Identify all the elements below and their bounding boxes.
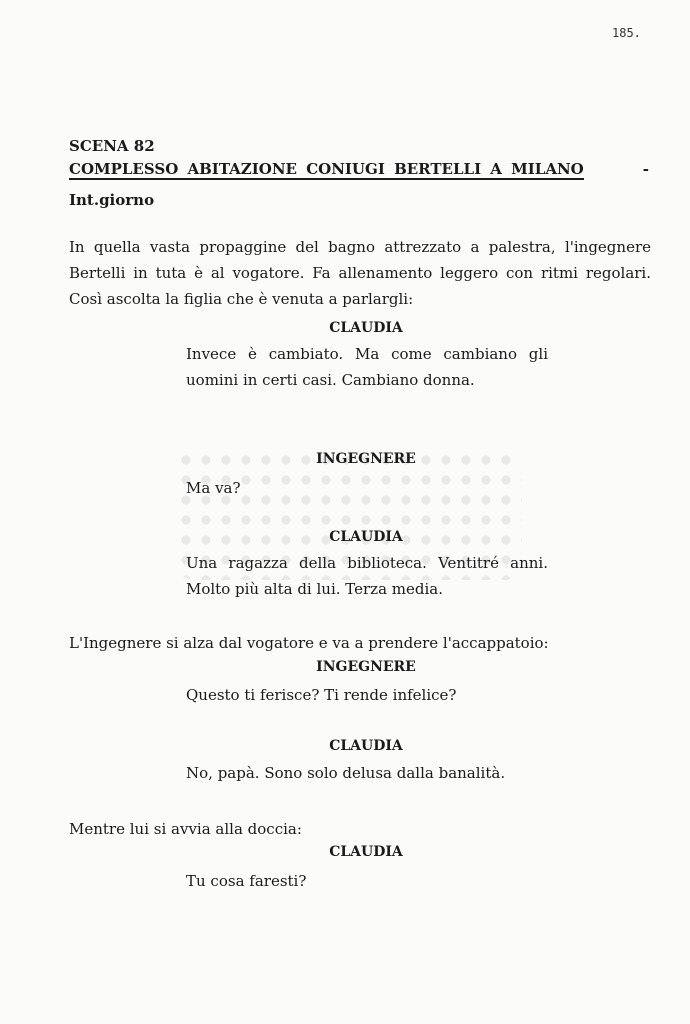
dialogue-line: Ma va? [186,479,241,497]
scene-location [69,160,649,180]
dialogue-line: Tu cosa faresti? [186,872,307,890]
action-paragraph: Mentre lui si avvia alla doccia: [69,820,302,838]
scene-location-text: COMPLESSO ABITAZIONE CONIUGI BERTELLI A MILANO [69,160,584,178]
speaker-name: CLAUDIA [329,529,403,545]
dialogue-line: No, papà. Sono solo delusa dalla banalità. [186,764,506,782]
action-paragraph: In quella vasta propaggine del bagno attrezzato a palestra, l'ingegnere Bertelli in tuta è al vogatore. Fa allenamento leggero con ritmi regolari. Così ascolta la figlia che è venuta a parlargli: [69,238,651,308]
scene-separator: - [642,160,649,178]
speaker-name: CLAUDIA [329,320,403,336]
action-paragraph: L'Ingegnere si alza dal vogatore e va a prendere l'accappatoio: [69,634,549,652]
speaker-name: INGEGNERE [316,659,416,675]
speaker-name: INGEGNERE [316,451,416,467]
dialogue-line: Questo ti ferisce? Ti rende infelice? [186,686,457,704]
speaker-name: CLAUDIA [329,844,403,860]
scene-number: SCENA 82 [69,137,155,155]
page-number: 185. [612,26,641,40]
dialogue-line: Una ragazza della biblioteca. Ventitré anni. Molto più alta di lui. Terza media. [186,554,548,598]
speaker-name: CLAUDIA [329,738,403,754]
dialogue-line: Invece è cambiato. Ma come cambiano gli uomini in certi casi. Cambiano donna. [186,345,548,389]
scene-time: Int.giorno [69,191,155,209]
